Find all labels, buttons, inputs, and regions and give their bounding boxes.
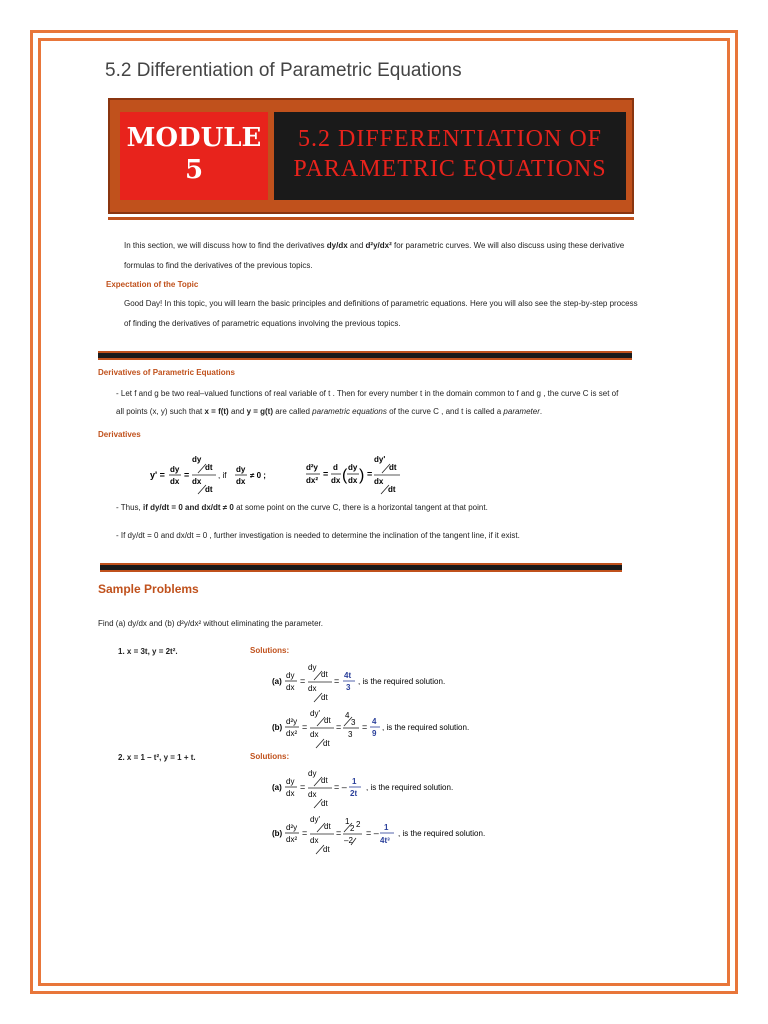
svg-text:dt: dt xyxy=(323,845,330,854)
svg-text:=: = xyxy=(300,676,306,686)
p2b-result-den: 4t³ xyxy=(380,836,390,845)
svg-text:dx: dx xyxy=(331,476,341,485)
svg-text:dt: dt xyxy=(388,485,396,494)
svg-text:dy': dy' xyxy=(374,455,386,464)
svg-text:dy': dy' xyxy=(310,709,320,718)
formula-cond: ≠ 0 ; xyxy=(250,471,266,480)
svg-text:3: 3 xyxy=(351,718,356,727)
first-derivative-formula xyxy=(150,452,280,496)
problem-1-part-b xyxy=(272,706,492,752)
svg-text:dy: dy xyxy=(286,671,295,680)
problem-1-solutions-label: Solutions: xyxy=(250,646,290,655)
module-banner xyxy=(108,98,634,214)
svg-text:dt: dt xyxy=(321,693,328,702)
module-label-line2: 5 xyxy=(184,155,204,185)
svg-text:=: = xyxy=(334,676,340,686)
svg-text:d²y: d²y xyxy=(286,717,298,726)
svg-text:dy: dy xyxy=(308,769,317,778)
svg-text:dy: dy xyxy=(286,777,295,786)
thus-prefix: - Thus, xyxy=(116,503,141,512)
svg-text:dt: dt xyxy=(389,463,397,472)
formula-if: , if xyxy=(218,471,227,480)
p1a-result-den: 3 xyxy=(346,683,351,692)
module-label xyxy=(120,112,268,200)
svg-text:dx: dx xyxy=(308,790,317,799)
derivatives-subheading: Derivatives xyxy=(98,430,141,439)
derivatives-heading: Derivatives of Parametric Equations xyxy=(98,368,235,377)
problem-2-statement: 2. x = 1 – t², y = 1 + t. xyxy=(118,753,196,762)
def-parameter: parameter xyxy=(503,407,540,416)
p1b-result-den: 9 xyxy=(372,729,377,738)
svg-text:dt: dt xyxy=(321,670,328,679)
intro-and: and xyxy=(349,241,364,250)
p1a-note: , is the required solution. xyxy=(358,677,446,686)
sample-problems-heading: Sample Problems xyxy=(98,582,199,596)
svg-text:): ) xyxy=(359,467,365,484)
svg-text:d²y: d²y xyxy=(286,823,298,832)
module-topic-line1: 5.2 DIFFERENTIATION OF xyxy=(298,126,602,152)
svg-text:dt: dt xyxy=(324,716,331,725)
svg-text:2: 2 xyxy=(356,820,361,829)
svg-text:–2: –2 xyxy=(344,836,353,845)
svg-text:= –: = – xyxy=(334,782,347,792)
svg-text:dy: dy xyxy=(192,455,202,464)
sample-instruction: Find (a) dy/dx and (b) d²y/dx² without eliminating the parameter. xyxy=(98,619,323,628)
def-and: and xyxy=(230,407,245,416)
svg-text:dx: dx xyxy=(310,730,319,739)
thus-line xyxy=(116,502,661,514)
svg-text:=: = xyxy=(300,782,306,792)
page-title: 5.2 Differentiation of Parametric Equations xyxy=(105,60,462,81)
p1a-result-num: 4t xyxy=(344,671,352,680)
second-derivative-formula xyxy=(306,452,416,496)
svg-text:dx: dx xyxy=(192,477,202,486)
svg-text:dx²: dx² xyxy=(306,476,318,485)
svg-text:dy': dy' xyxy=(310,815,320,824)
svg-text:dt: dt xyxy=(324,822,331,831)
intro-dydx: dy/dx xyxy=(326,241,348,250)
p2b-mid-num: 2 xyxy=(350,824,355,833)
intro-text-2: for parametric curves. We will also discuss using these derivative xyxy=(393,241,625,250)
svg-text:dt: dt xyxy=(205,463,213,472)
svg-text:dx: dx xyxy=(374,477,384,486)
intro-paragraph xyxy=(124,240,664,252)
svg-text:=: = xyxy=(336,722,342,732)
svg-text:=: = xyxy=(336,828,342,838)
svg-text:dx: dx xyxy=(308,684,317,693)
p2a-note: , is the required solution. xyxy=(366,783,454,792)
def-xft: x = f(t) xyxy=(204,407,229,416)
svg-text:dy: dy xyxy=(236,465,246,474)
module-topic-line2: PARAMETRIC EQUATIONS xyxy=(293,156,607,182)
problem-1-part-a xyxy=(272,660,472,706)
p1a-label: (a) xyxy=(272,677,282,686)
expectation-heading: Expectation of the Topic xyxy=(106,280,199,289)
def-text-e: are called xyxy=(275,407,310,416)
svg-text:dx: dx xyxy=(286,683,295,692)
p2b-result-num: 1 xyxy=(384,823,389,832)
svg-text:=: = xyxy=(184,470,190,480)
if-line: - If dy/dt = 0 and dx/dt = 0 , further investigation is needed to determine the inclination of the tangent line, if it exist. xyxy=(116,531,520,540)
p1b-note: , is the required solution. xyxy=(382,723,470,732)
svg-text:(: ( xyxy=(342,467,348,484)
section-divider-2 xyxy=(100,563,622,572)
p1b-mid-num: 4 xyxy=(345,711,350,720)
p2a-label: (a) xyxy=(272,783,282,792)
svg-text:dt: dt xyxy=(321,776,328,785)
svg-text:= –: = – xyxy=(366,828,379,838)
module-label-line1: MODULE xyxy=(126,123,262,153)
problem-2-solutions-label: Solutions: xyxy=(250,752,290,761)
svg-text:=: = xyxy=(302,828,308,838)
p2a-result-den: 2t xyxy=(350,789,358,798)
def-text-a: all points (x, y) such that xyxy=(116,407,203,416)
svg-text:dx: dx xyxy=(170,477,180,486)
module-topic xyxy=(274,112,626,200)
svg-text:y' =: y' = xyxy=(150,470,165,480)
svg-text:=: = xyxy=(302,722,308,732)
svg-text:dt: dt xyxy=(323,739,330,748)
svg-text:dx: dx xyxy=(236,477,246,486)
expectation-line2: of finding the derivatives of parametric equations involving the previous topics. xyxy=(124,319,401,328)
def-period: . xyxy=(539,407,543,416)
problem-1-statement: 1. x = 3t, y = 2t². xyxy=(118,647,178,656)
svg-text:dx²: dx² xyxy=(286,835,298,844)
svg-text:dt: dt xyxy=(321,799,328,808)
svg-text:dy: dy xyxy=(348,463,358,472)
def-ygt: y = g(t) xyxy=(246,407,274,416)
expectation-line1: Good Day! In this topic, you will learn the basic principles and definitions of parametric equations. Here you will also see the step-by-step process xyxy=(124,299,638,308)
p2a-result-num: 1 xyxy=(352,777,357,786)
svg-text:=: = xyxy=(323,469,329,479)
def-text-g: of the curve C , and t is called a xyxy=(389,407,502,416)
svg-text:dy: dy xyxy=(170,465,180,474)
banner-underline xyxy=(108,217,634,220)
svg-text:dy: dy xyxy=(308,663,317,672)
svg-text:dx: dx xyxy=(348,476,358,485)
svg-text:d: d xyxy=(333,463,338,472)
p1b-mid-den: 3 xyxy=(348,730,353,739)
section-divider-1 xyxy=(98,351,632,360)
svg-text:dt: dt xyxy=(205,485,213,494)
intro-d2ydx2: d²y/dx² xyxy=(365,241,392,250)
svg-text:dx: dx xyxy=(310,836,319,845)
svg-text:d²y: d²y xyxy=(306,463,318,472)
intro-text: In this section, we will discuss how to find the derivatives xyxy=(124,241,325,250)
intro-line2: formulas to find the derivatives of the previous topics. xyxy=(124,261,313,270)
p1b-label: (b) xyxy=(272,723,283,732)
svg-text:=: = xyxy=(362,722,368,732)
svg-text:1: 1 xyxy=(345,817,350,826)
def-parametric: parametric equations xyxy=(312,407,387,416)
thus-text: at some point on the curve C, there is a horizontal tangent at that point. xyxy=(236,503,488,512)
p2b-note: , is the required solution. xyxy=(398,829,486,838)
p2b-label: (b) xyxy=(272,829,283,838)
svg-text:=: = xyxy=(367,469,373,479)
svg-text:dx: dx xyxy=(286,789,295,798)
definition-line1: - Let f and g be two real–valued functions of real variable of t . Then for every number t in the domain common to f and g , the curve C is set of xyxy=(116,389,619,398)
problem-2-part-b xyxy=(272,812,502,858)
p1b-result-num: 4 xyxy=(372,717,377,726)
svg-text:dx²: dx² xyxy=(286,729,298,738)
definition-line2 xyxy=(116,406,661,418)
problem-2-part-a xyxy=(272,766,472,812)
thus-condition: if dy/dt = 0 and dx/dt ≠ 0 xyxy=(142,503,234,512)
